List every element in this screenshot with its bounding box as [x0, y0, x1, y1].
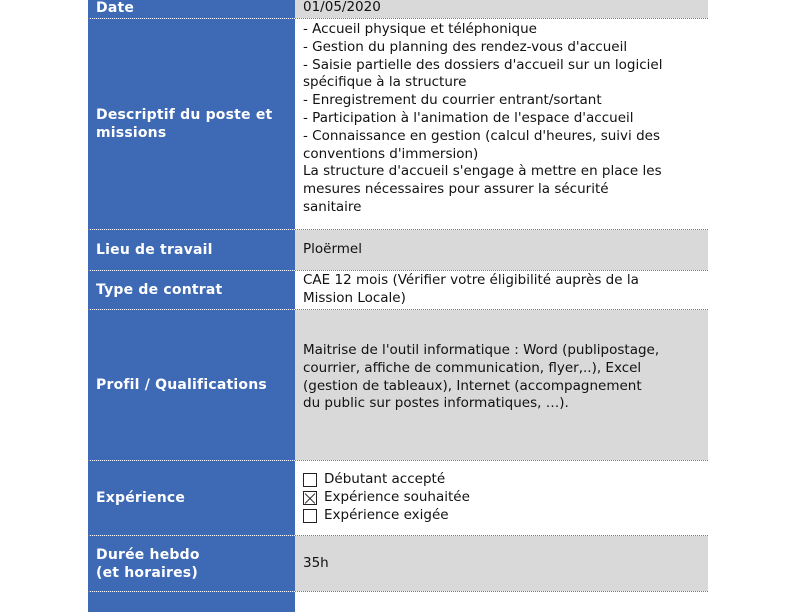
- profil-line: Maitrise de l'outil informatique : Word (publipostage,: [303, 342, 660, 358]
- row-duree: [88, 536, 708, 592]
- mission-line: - Enregistrement du courrier entrant/sortant: [303, 92, 602, 109]
- row-next: [88, 592, 708, 612]
- experience-option-souhaitee[interactable]: [303, 489, 470, 507]
- mission-line: mesures nécessaires pour assurer la sécurité: [303, 181, 609, 198]
- mission-line: - Participation à l'animation de l'espace d'accueil: [303, 109, 634, 126]
- mission-line: La structure d'accueil s'engage à mettre en place les: [303, 163, 662, 180]
- row-profil: [88, 310, 708, 461]
- row-experience: [88, 461, 708, 536]
- mission-line: - Connaissance en gestion (calcul d'heures, suivi des: [303, 127, 660, 144]
- next-value: [295, 592, 708, 612]
- experience-value: [295, 461, 708, 535]
- checkbox-unchecked-icon[interactable]: [303, 509, 317, 523]
- row-date: [88, 0, 708, 19]
- mission-line: - Accueil physique et téléphonique: [303, 21, 537, 37]
- duree-label-line1: Durée hebdo: [96, 546, 200, 563]
- row-contrat: [88, 271, 708, 310]
- missions-value: [295, 19, 708, 229]
- experience-option-exigee[interactable]: [303, 507, 470, 525]
- duree-label-line2: (et horaires): [96, 564, 198, 581]
- missions-label: [88, 19, 295, 229]
- job-offer-table: [88, 0, 708, 612]
- contrat-label: Type de contrat: [88, 271, 295, 309]
- contrat-line: CAE 12 mois (Vérifier votre éligibilité auprès de la: [303, 272, 639, 289]
- lieu-value: Ploërmel: [295, 230, 708, 270]
- lieu-label: Lieu de travail: [88, 230, 295, 270]
- date-label: Date: [88, 0, 295, 18]
- checkbox-unchecked-icon[interactable]: [303, 473, 317, 487]
- row-lieu: [88, 230, 708, 271]
- option-label: Débutant accepté: [324, 471, 446, 488]
- contrat-line: Mission Locale): [303, 290, 406, 306]
- option-label: Expérience souhaitée: [324, 489, 470, 506]
- missions-label-line2: missions: [96, 125, 167, 141]
- profil-label: Profil / Qualifications: [88, 310, 295, 460]
- duree-value: 35h: [295, 536, 708, 591]
- option-label: Expérience exigée: [324, 507, 449, 524]
- duree-label: [88, 536, 295, 591]
- experience-label: Expérience: [88, 461, 295, 535]
- checkbox-checked-icon[interactable]: [303, 491, 317, 505]
- mission-line: - Gestion du planning des rendez-vous d'accueil: [303, 38, 628, 55]
- contrat-value: [295, 271, 708, 309]
- date-value: 01/05/2020: [295, 0, 708, 18]
- profil-line: courrier, affiche de communication, flyer,..), Excel: [303, 359, 642, 376]
- mission-line: conventions d'immersion): [303, 145, 479, 162]
- next-label: [88, 592, 295, 612]
- mission-line: spécifique à la structure: [303, 74, 467, 91]
- experience-option-debutant[interactable]: [303, 471, 470, 489]
- row-missions: [88, 19, 708, 230]
- profil-line: du public sur postes informatiques, …).: [303, 395, 569, 412]
- mission-line: sanitaire: [303, 198, 362, 215]
- mission-line: - Saisie partielle des dossiers d'accueil sur un logiciel: [303, 56, 663, 73]
- missions-label-line1: Descriptif du poste et: [96, 107, 273, 123]
- profil-value: [295, 310, 708, 460]
- profil-line: (gestion de tableaux), Internet (accompagnement: [303, 377, 642, 394]
